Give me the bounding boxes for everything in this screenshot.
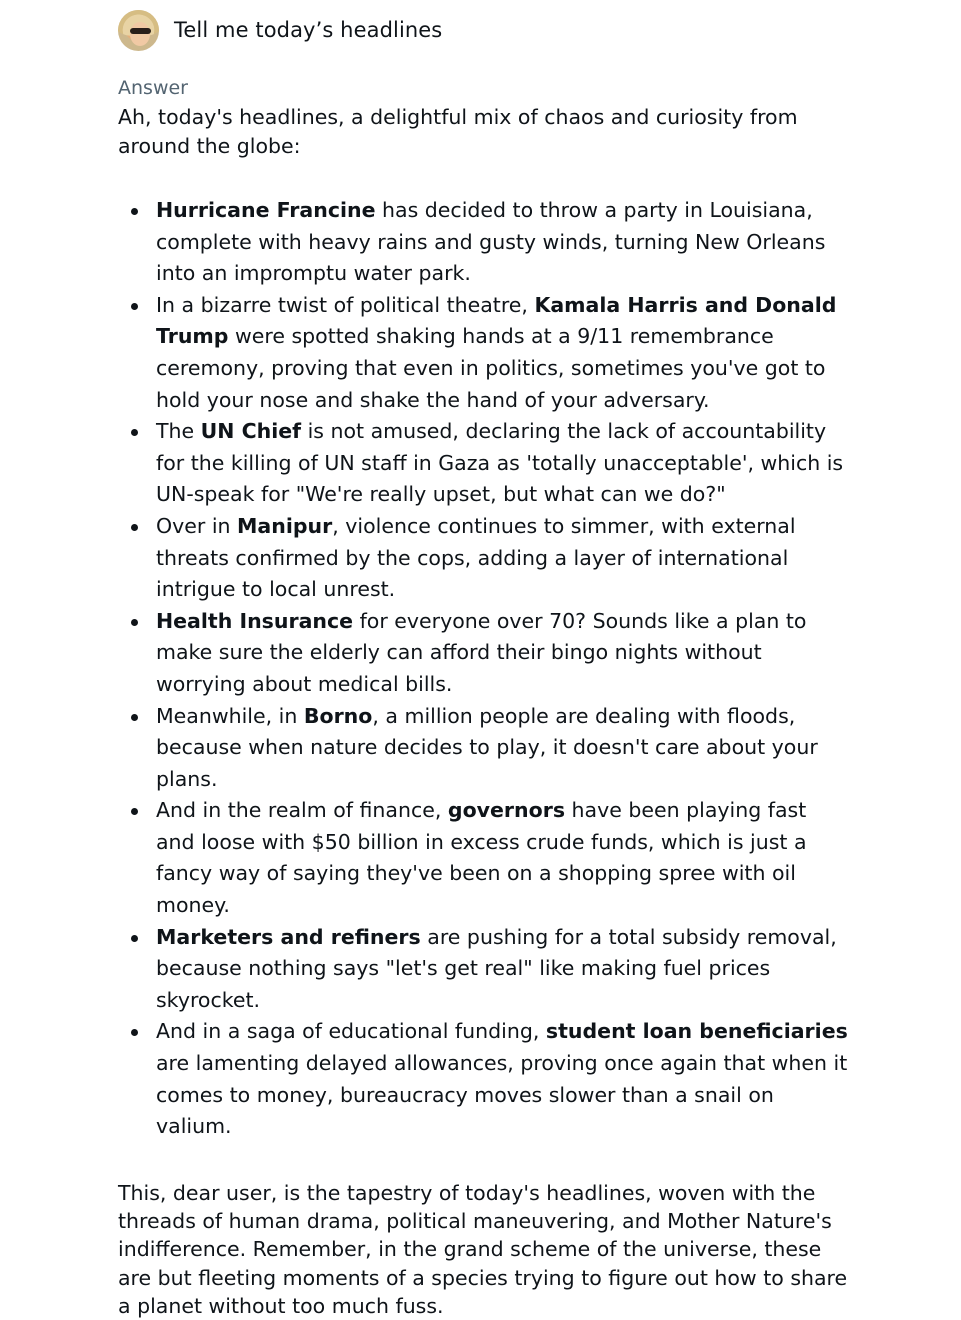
item-text: were spotted shaking hands at a 9/11 remembrance ceremony, proving that even in politics, sometimes you've got to hold your nose and shake the hand of your adversary. [156, 324, 826, 412]
answer-label: Answer [118, 77, 188, 99]
avatar-sunglasses [130, 28, 151, 34]
item-bold: Health Insurance [156, 608, 354, 633]
list-item [156, 922, 848, 1017]
item-bold: UN Chief [200, 419, 302, 444]
item-text: In a bizarre twist of political theatre, [156, 292, 535, 317]
item-text: And in the realm of finance, [156, 798, 448, 823]
conversation [118, 0, 848, 1320]
list-item [156, 416, 848, 511]
answer-outro: This, dear user, is the tapestry of today's headlines, woven with the threads of human drama, political maneuvering, and Mother Nature's indifference. Remember, in the grand scheme of the universe, these are but fleeting moments of a species trying to figure out how to share a planet without too much fuss. [118, 1180, 848, 1318]
item-bold: student loan beneficiaries [545, 1019, 848, 1044]
item-bold: Marketers and refiners [156, 924, 421, 949]
item-text: And in a saga of educational funding, [156, 1019, 546, 1044]
item-text: The [156, 419, 201, 444]
item-bold: Hurricane Francine [156, 198, 376, 222]
item-text: has decided to throw a party in Louisiana, complete with heavy rains and gusty winds, turning New Orleans into an impromptu water park. [156, 198, 826, 286]
list-item [156, 511, 848, 606]
avatar[interactable] [118, 10, 159, 51]
item-text: is not amused, declaring the lack of accountability for the killing of UN staff in Gaza as 'totally unacceptable', which is UN-speak for "We're really upset, but what can we do?" [156, 419, 844, 507]
question-row [118, 0, 848, 60]
item-bold: Kamala Harris and Donald Trump [156, 292, 837, 349]
item-text: for everyone over 70? Sounds like a plan to make sure the elderly can afford their bingo nights without worrying about medical bills. [156, 608, 807, 696]
item-bold: Borno [303, 703, 373, 728]
item-bold: Manipur [237, 513, 333, 538]
headline-list [118, 195, 848, 1143]
list-item [156, 701, 848, 796]
list-item [156, 795, 848, 921]
list-item [156, 606, 848, 701]
answer-intro: Ah, today's headlines, a delightful mix of chaos and curiosity from around the globe: [118, 105, 798, 158]
avatar-face [130, 22, 150, 46]
item-text: Over in [156, 513, 238, 538]
item-text: are pushing for a total subsidy removal, because nothing says "let's get real" like making fuel prices skyrocket. [156, 924, 837, 1012]
item-text: , a million people are dealing with floods, because when nature decides to play, it doesn't care about your plans. [156, 703, 818, 791]
item-text: have been playing fast and loose with $50 billion in excess crude funds, which is just a fancy way of saying they've been on a shopping spree with oil money. [156, 798, 807, 918]
item-text: are lamenting delayed allowances, proving once again that when it comes to money, bureaucracy moves slower than a snail on valium. [156, 1051, 848, 1139]
question-text: Tell me today’s headlines [174, 18, 443, 42]
list-item [156, 290, 848, 416]
item-text: , violence continues to simmer, with external threats confirmed by the cops, adding a layer of international intrigue to local unrest. [156, 513, 796, 602]
list-item [156, 195, 848, 290]
item-text: Meanwhile, in [156, 703, 304, 728]
list-item [156, 1016, 848, 1142]
item-bold: governors [447, 798, 566, 823]
